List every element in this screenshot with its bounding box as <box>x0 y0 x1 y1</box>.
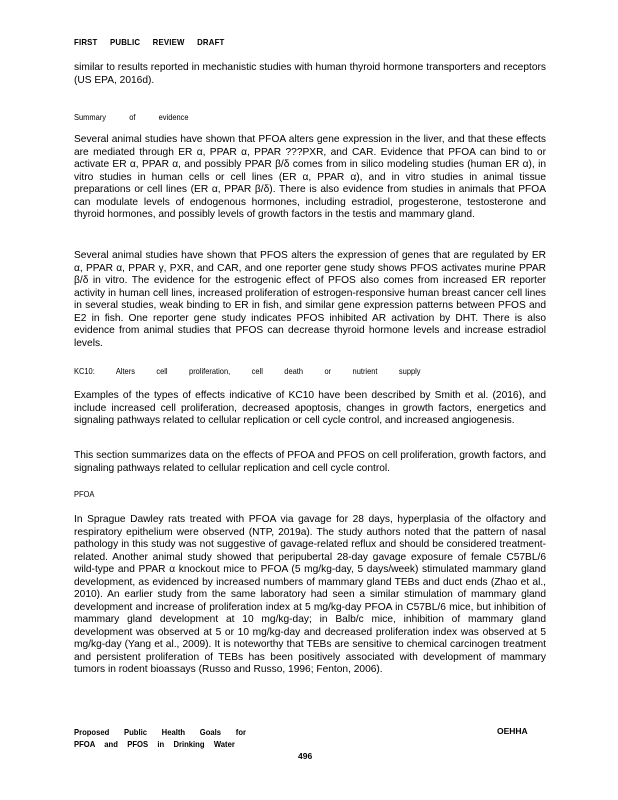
paragraph-pfoa-rat-studies: In Sprague Dawley rats treated with PFOA via gavage for 28 days, hyperplasia of the olfactory and respiratory epithelium were observed (NTP, 2019a). The study authors noted that the pattern of nasal pathology in this study was not suggestive of gavage-related reflux and should be considered treatment-related. Another animal study showed that peripubertal 28-day gavage exposure of female C57BL/6 wild-type and PPAR α knockout mice to PFOA (5 mg/kg-day, 5 days/week) stimulated mammary gland development, as evidenced by increased numbers of mammary gland TEBs and duct ends (Zhao et al., 2010). An earlier study from the same laboratory had seen a similar stimulation of mammary gland development and increase of proliferation index at 5 mg/kg-day PFOA in C57BL/6 mice, but inhibition of mammary gland development at 10 mg/kg-day; in Balb/c mice, inhibition of mammary gland development was observed at 5 or 10 mg/kg-day and decreased proliferation index was observed at 5 mg/kg-day (Yang et al., 2009). It is noteworthy that TEBs are sensitive to chemical carcinogen treatment and persistent proliferation of TEBs has been positively associated with development of mammary tumors in rodent bioassays (Russo and Russo, 1996; Fenton, 2006). <box>74 514 546 675</box>
footer-title-line2: PFOA and PFOS in Drinking Water <box>74 739 235 749</box>
page-number: 496 <box>298 751 313 761</box>
paragraph-thyroid-transporters: similar to results reported in mechanistic studies with human thyroid hormone transporters and receptors (US EPA, 2016d). <box>74 62 546 86</box>
footer-document-title <box>74 726 254 750</box>
footer-title-line1: Proposed Public Health Goals for <box>74 727 246 737</box>
footer-agency: OEHHA <box>497 726 528 736</box>
paragraph-kc10-examples: Examples of the types of effects indicative of KC10 have been described by Smith et al. (2016), and include increased cell proliferation, decreased apoptosis, changes in growth factors, energetics and signaling pathways related to cellular replication or cell cycle control, and increased angiogenesis. <box>74 390 546 426</box>
summary-of-evidence-heading: Summary of evidence <box>74 112 189 122</box>
paragraph-pfos-gene-expression: Several animal studies have shown that PFOS alters the expression of genes that are regulated by ER α, PPAR α, PPAR γ, PXR, and CAR, and one reporter gene study shows PFOS activates murine PPAR β/δ in vitro. The evidence for the estrogenic effect of PFOS also comes from increased ER reporter activity in human cell lines, increased proliferation of estrogen-responsive human breast cancer cell lines in several studies, weak binding to ER in fish, and similar gene expression patterns between PFOS and E2 in fish. One reporter gene study indicates PFOS inhibited AR activation by DHT. There is also evidence from animal studies that PFOS can decrease thyroid hormone levels and increase estradiol levels. <box>74 250 546 349</box>
kc10-heading: KC10: Alters cell proliferation, cell death or nutrient supply <box>74 366 421 376</box>
draft-header: FIRST PUBLIC REVIEW DRAFT <box>74 37 225 47</box>
pfoa-heading: PFOA <box>74 489 95 499</box>
paragraph-section-summary: This section summarizes data on the effects of PFOA and PFOS on cell proliferation, growth factors, and signaling pathways related to cellular replication and cell cycle control. <box>74 450 546 474</box>
paragraph-pfoa-gene-expression: Several animal studies have shown that PFOA alters gene expression in the liver, and that these effects are mediated through ER α, PPAR α, PPAR ???PXR, and CAR. Evidence that PFOA can bind to or activate ER α, PPAR α, and possibly PPAR β/δ comes from in silico modeling studies (human ER α), in vitro studies in human cells or cell lines (ER α, PPAR α), and in vitro studies in animal tissue preparations or cell lines (ER α, PPAR β/δ). There is also evidence from studies in animals that PFOA can modulate levels of endogenous hormones, including estradiol, progesterone, testosterone and thyroid hormones, and possibly levels of growth factors in the testis and mammary gland. <box>74 134 546 220</box>
